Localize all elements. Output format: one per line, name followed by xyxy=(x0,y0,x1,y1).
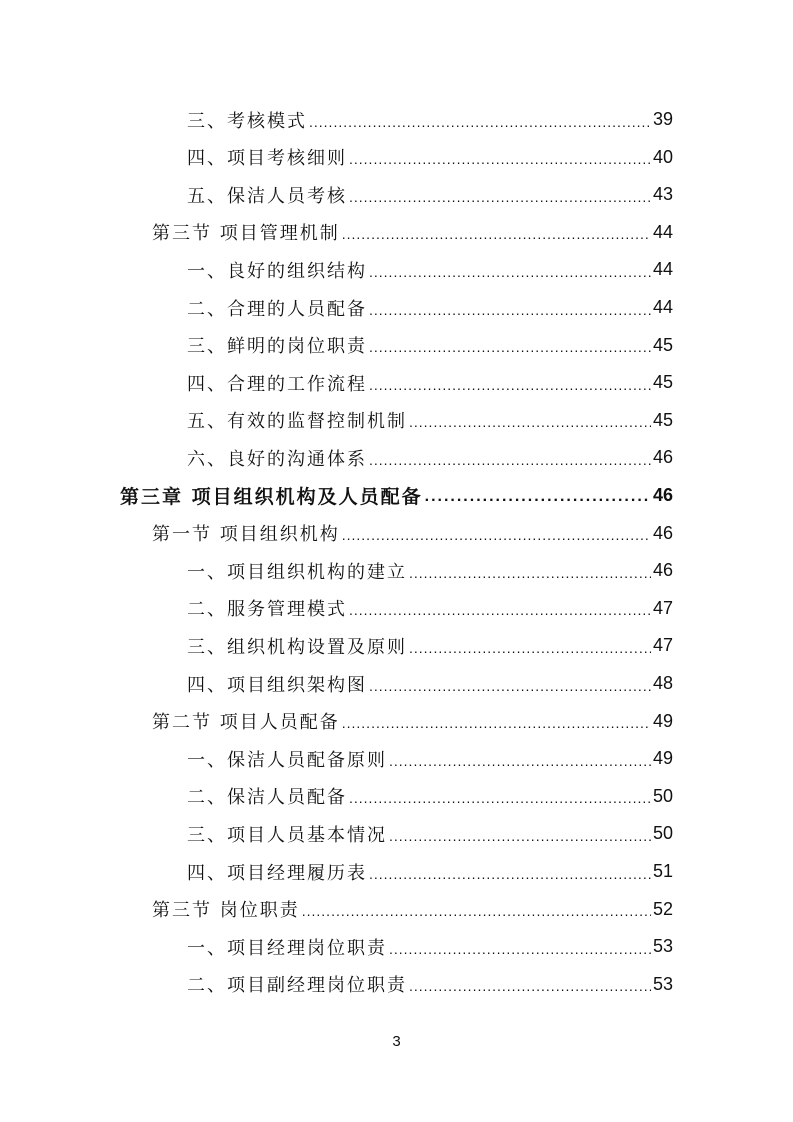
toc-entry-title: 二、保洁人员配备 xyxy=(187,787,347,809)
toc-entry[interactable] xyxy=(187,289,673,326)
toc-entry-page: 43 xyxy=(652,184,673,205)
toc-entry-title: 第三节 项目管理机制 xyxy=(152,223,340,245)
toc-entry[interactable] xyxy=(187,665,673,702)
toc-entry[interactable] xyxy=(187,627,673,664)
toc-entry-title: 四、合理的工作流程 xyxy=(187,373,367,395)
dot-leader xyxy=(425,486,651,506)
dot-leader xyxy=(409,636,651,656)
toc-entry-title: 四、项目组织架构图 xyxy=(187,674,367,696)
toc-entry-page: 53 xyxy=(652,936,673,957)
dot-leader xyxy=(389,824,651,844)
dot-leader xyxy=(369,448,651,468)
toc-entry-page: 50 xyxy=(652,785,673,806)
toc-entry-page: 47 xyxy=(652,635,673,656)
toc-entry-title: 第一节 项目组织机构 xyxy=(152,524,340,546)
toc-entry[interactable] xyxy=(152,515,673,552)
dot-leader xyxy=(349,786,651,806)
toc-entry[interactable] xyxy=(187,815,673,852)
dot-leader xyxy=(342,711,651,731)
dot-leader xyxy=(409,561,651,581)
dot-leader xyxy=(309,110,651,130)
toc-entry-title: 三、考核模式 xyxy=(187,110,307,132)
toc-entry-page: 53 xyxy=(652,973,673,994)
dot-leader xyxy=(369,298,651,318)
dot-leader xyxy=(409,410,651,430)
toc-entry[interactable] xyxy=(120,477,673,514)
toc-entry-page: 46 xyxy=(652,485,673,505)
toc-entry-page: 49 xyxy=(652,710,673,731)
dot-leader xyxy=(369,335,651,355)
toc-entry-page: 47 xyxy=(652,597,673,618)
toc-entry-page: 51 xyxy=(652,861,673,881)
toc-entry[interactable] xyxy=(187,928,673,965)
toc-entry-title: 一、保洁人员配备原则 xyxy=(187,749,387,771)
dot-leader xyxy=(349,185,651,205)
toc-entry-page: 44 xyxy=(652,221,673,242)
toc-entry-title: 三、鲜明的岗位职责 xyxy=(187,336,367,358)
toc-entry-page: 45 xyxy=(652,372,673,393)
toc-entry[interactable] xyxy=(187,364,673,401)
toc-entry-title: 第三章 项目组织机构及人员配备 xyxy=(120,486,423,508)
toc-entry-title: 五、保洁人员考核 xyxy=(187,185,347,207)
toc-entry-page: 45 xyxy=(652,334,673,355)
dot-leader xyxy=(349,598,651,618)
toc-entry[interactable] xyxy=(152,214,673,251)
dot-leader xyxy=(342,222,651,242)
toc-entry[interactable] xyxy=(152,891,673,928)
toc-entry[interactable] xyxy=(187,740,673,777)
toc-entry-page: 46 xyxy=(652,560,673,581)
dot-leader xyxy=(389,749,651,769)
dot-leader xyxy=(302,899,651,919)
page-number: 3 xyxy=(392,1033,401,1050)
toc-entry[interactable] xyxy=(152,703,673,740)
toc-entry[interactable] xyxy=(187,966,673,1003)
dot-leader xyxy=(342,523,651,543)
toc-entry-title: 四、项目经理履历表 xyxy=(187,862,367,884)
toc-entry-title: 一、项目经理岗位职责 xyxy=(187,937,387,959)
dot-leader xyxy=(369,674,651,694)
toc-entry[interactable] xyxy=(187,402,673,439)
toc-entry-title: 三、组织机构设置及原则 xyxy=(187,636,407,658)
toc-entry-page: 40 xyxy=(652,146,673,167)
toc-entry-title: 一、项目组织机构的建立 xyxy=(187,561,407,583)
toc-entry[interactable] xyxy=(187,327,673,364)
toc-entry-title: 第二节 项目人员配备 xyxy=(152,712,340,734)
dot-leader xyxy=(409,974,651,994)
toc-entry-title: 二、服务管理模式 xyxy=(187,599,347,621)
toc-entry[interactable] xyxy=(187,590,673,627)
toc-entry-title: 三、项目人员基本情况 xyxy=(187,824,387,846)
dot-leader xyxy=(369,260,651,280)
toc-entry-title: 一、良好的组织结构 xyxy=(187,260,367,282)
toc-entry-page: 44 xyxy=(652,259,673,280)
toc-entry-page: 39 xyxy=(652,109,673,129)
toc-entry-page: 45 xyxy=(652,409,673,430)
toc-entry-page: 49 xyxy=(652,748,673,769)
toc-entry-page: 46 xyxy=(652,522,673,543)
dot-leader xyxy=(369,862,651,882)
toc-entry-title: 五、有效的监督控制机制 xyxy=(187,411,407,433)
dot-leader xyxy=(389,937,651,957)
toc-entry-title: 第三节 岗位职责 xyxy=(152,900,300,922)
toc-entry-page: 44 xyxy=(652,297,673,317)
toc-entry-page: 50 xyxy=(652,823,673,844)
dot-leader xyxy=(349,147,651,167)
toc-entry[interactable] xyxy=(187,176,673,213)
toc-entry-title: 二、项目副经理岗位职责 xyxy=(187,975,407,997)
toc-entry-title: 二、合理的人员配备 xyxy=(187,298,367,320)
toc-entry[interactable] xyxy=(187,139,673,176)
toc-entry[interactable] xyxy=(187,853,673,890)
toc-entry-page: 52 xyxy=(652,898,673,919)
dot-leader xyxy=(369,373,651,393)
toc-entry[interactable] xyxy=(187,101,673,138)
toc-entry-title: 六、良好的沟通体系 xyxy=(187,448,367,470)
toc-entry-page: 46 xyxy=(652,447,673,468)
toc-entry[interactable] xyxy=(187,251,673,288)
toc-entry-title: 四、项目考核细则 xyxy=(187,148,347,170)
toc-entry-page: 48 xyxy=(652,673,673,693)
toc-entry[interactable] xyxy=(187,439,673,476)
toc-entry[interactable] xyxy=(187,552,673,589)
toc-entry[interactable] xyxy=(187,778,673,815)
